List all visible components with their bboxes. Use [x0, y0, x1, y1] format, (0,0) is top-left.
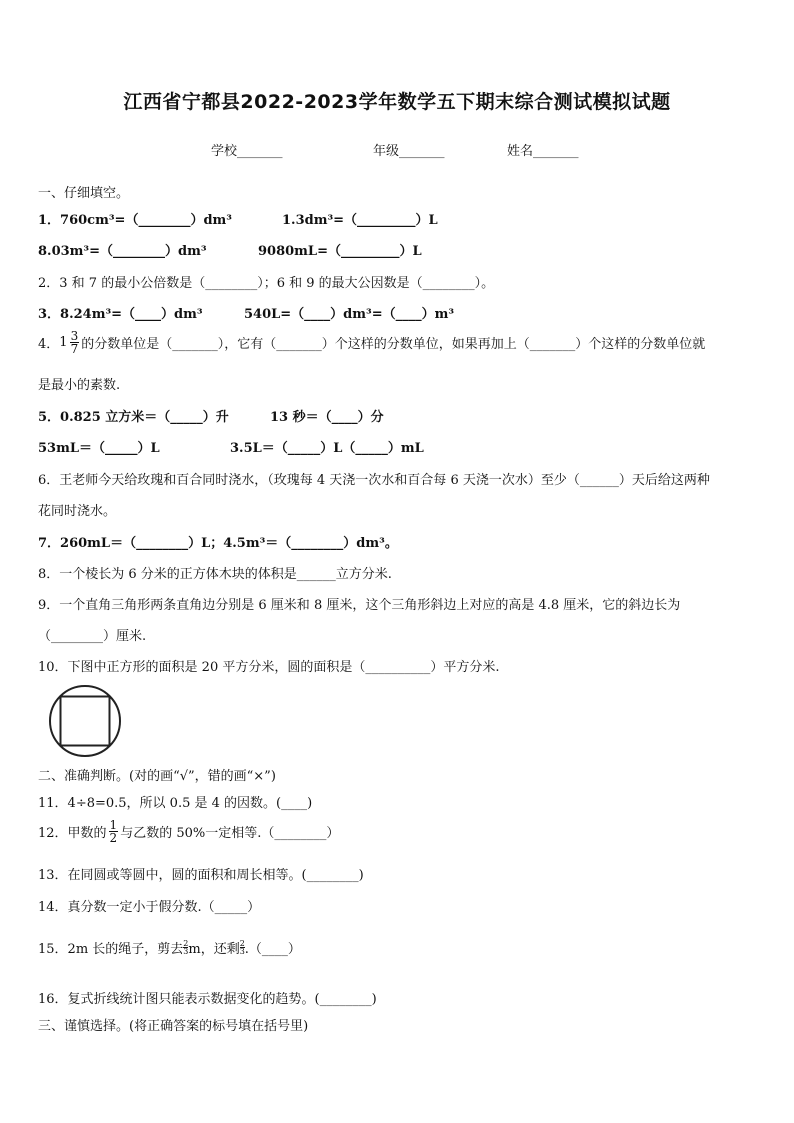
- page-title: 江西省宁都县2022-2023学年数学五下期末综合测试模拟试题: [123, 91, 671, 113]
- question-15: [38, 938, 301, 957]
- question-4-text: 的分数单位是（_______），它有（_______）个这样的分数单位，如果再加上（_______）个这样的分数单位就: [81, 337, 706, 352]
- question-9: 9．一个直角三角形两条直角边分别是 6 厘米和 8 厘米，这个三角形斜边上对应的高是 4.8 厘米，它的斜边长为: [38, 598, 681, 613]
- name-field: 姓名_______: [507, 144, 579, 159]
- question-12-prefix: 12．甲数的: [38, 826, 107, 841]
- question-11: 11．4÷8=0.5，所以 0.5 是 4 的因数。(____): [38, 796, 313, 811]
- question-15-prefix: 15．2m 长的绳子，剪去: [38, 942, 184, 957]
- question-5d: 3.5L＝（_____）L（_____）mL: [230, 441, 424, 456]
- question-1d: 9080mL=（_________）L: [258, 244, 422, 259]
- question-15-middle: m，还剩: [188, 942, 240, 957]
- question-4-numerator: 3: [70, 329, 79, 343]
- question-15-numerator-2: 2: [239, 938, 245, 948]
- question-5a: 5．0.825 立方米＝（_____）升: [38, 410, 229, 425]
- question-12: [38, 819, 339, 844]
- question-13: 13．在同圆或等圆中，圆的面积和周长相等。(________): [38, 868, 364, 883]
- question-15-numerator-1: 2: [183, 938, 189, 948]
- section-2-heading: 二、准确判断。(对的画“√”，错的画“×”): [38, 769, 276, 784]
- question-7: 7．260mL＝（________）L；4.5m³＝（________）dm³。: [38, 536, 398, 551]
- question-1b: 1.3dm³=（_________）L: [282, 213, 438, 228]
- question-4-fraction: [70, 330, 80, 355]
- section-3-heading: 三、谨慎选择。(将正确答案的标号填在括号里): [38, 1019, 309, 1034]
- question-16: 16．复式折线统计图只能表示数据变化的趋势。(________): [38, 992, 377, 1007]
- section-1-heading: 一、仔细填空。: [38, 186, 130, 201]
- question-12-numerator: 1: [109, 818, 118, 832]
- question-10: 10．下图中正方形的面积是 20 平方分米，圆的面积是（__________）平方分米.: [38, 660, 500, 675]
- question-6: 6．王老师今天给玫瑰和百合同时浇水，（玫瑰每 4 天浇一次水和百合每 6 天浇一次水）至少（______）天后给这两种: [38, 473, 710, 488]
- question-12-text: 与乙数的 50%一定相等.（________）: [120, 826, 340, 841]
- question-14: 14．真分数一定小于假分数.（_____）: [38, 900, 261, 915]
- square-shape: [61, 697, 110, 746]
- question-4: [38, 330, 705, 355]
- question-4-line2: 是最小的素数.: [38, 378, 121, 393]
- question-4-prefix: 4．: [38, 337, 60, 352]
- question-1c: 8.03m³=（________）dm³: [38, 244, 207, 259]
- circle-square-figure: [45, 683, 127, 759]
- question-4-whole: 1: [59, 335, 68, 350]
- question-15-denominator-1: 3: [183, 947, 189, 956]
- question-9-line2: （________）厘米.: [38, 629, 147, 644]
- question-1a: 1．760cm³=（________）dm³: [38, 213, 232, 228]
- question-15-denominator-2: 3: [239, 947, 245, 956]
- question-4-denominator: 7: [70, 342, 79, 356]
- question-5b: 13 秒＝（____）分: [270, 410, 384, 425]
- question-8: 8．一个棱长为 6 分米的正方体木块的体积是______立方分米.: [38, 567, 392, 582]
- question-6-line2: 花同时浇水。: [38, 504, 117, 519]
- school-field: 学校_______: [211, 144, 283, 159]
- question-3b: 540L=（____）dm³=（____）m³: [244, 307, 455, 322]
- question-2: 2．3 和 7 的最小公倍数是（________）；6 和 9 的最大公因数是（________）。: [38, 276, 495, 291]
- question-12-fraction: [109, 819, 119, 844]
- question-12-denominator: 2: [109, 831, 118, 845]
- question-3a: 3．8.24m³=（____）dm³: [38, 307, 203, 322]
- question-5c: 53mL＝（_____）L: [38, 441, 160, 456]
- question-15-text: .（____）: [244, 942, 301, 957]
- grade-field: 年级_______: [373, 144, 445, 159]
